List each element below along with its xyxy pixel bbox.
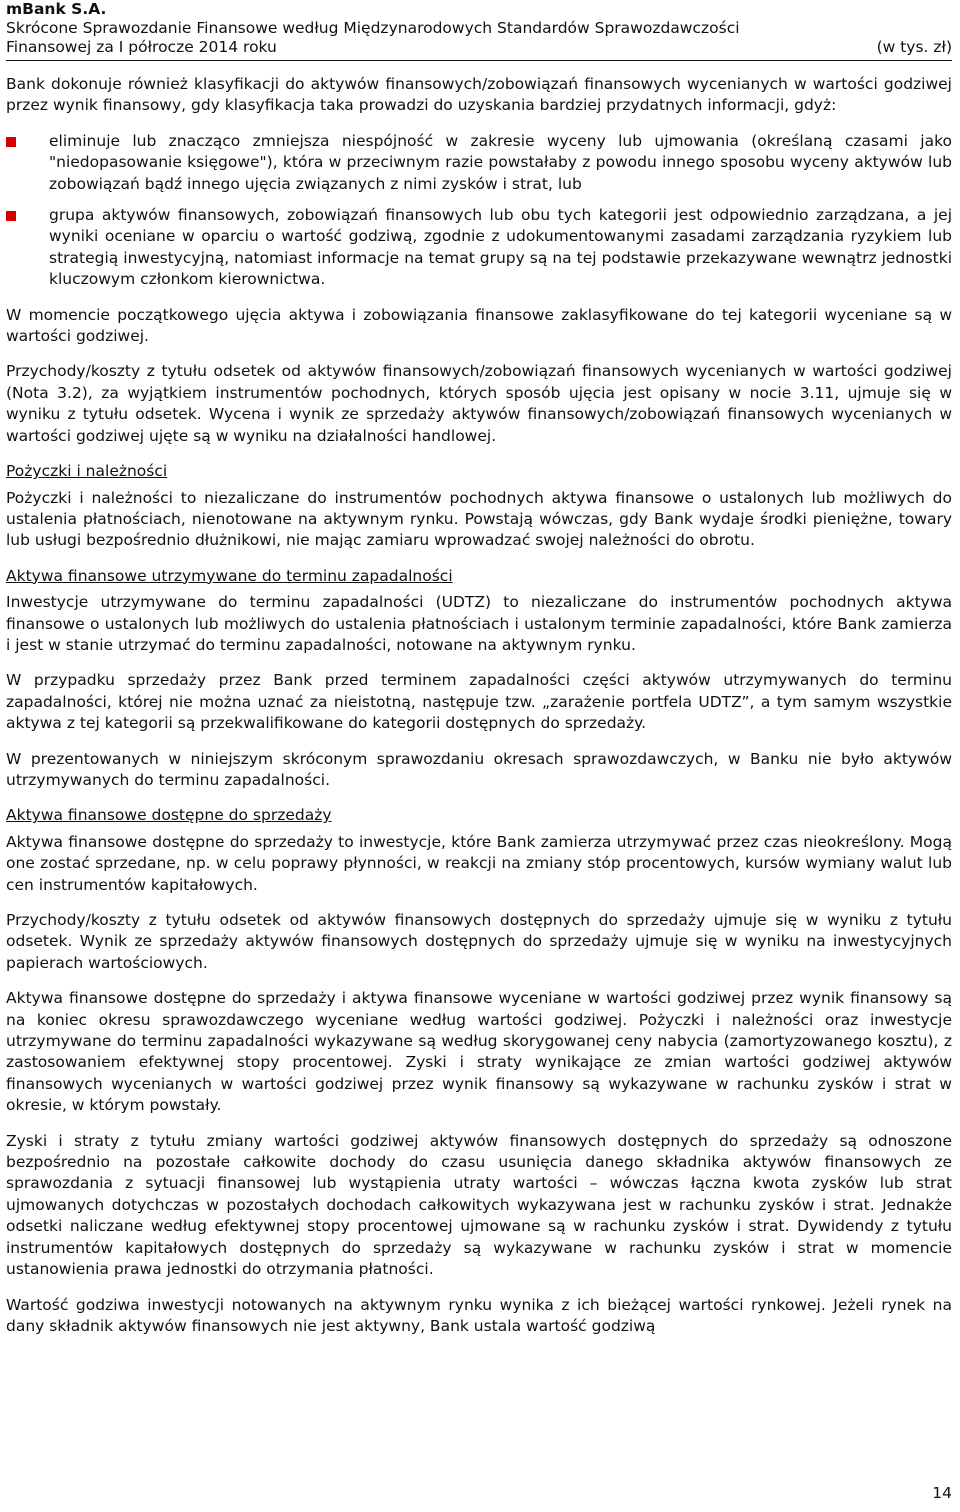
square-bullet-icon: [6, 137, 16, 147]
section-heading-held-to-maturity: Aktywa finansowe utrzymywane do terminu zapadalności: [6, 566, 453, 585]
paragraph: Wartość godziwa inwestycji notowanych na aktywnym rynku wynika z ich bieżącej wartości rynkowej. Jeżeli rynek na dany składnik aktywów finansowych nie jest aktywny, Bank ustala wartość godziwą: [6, 1295, 952, 1335]
paragraph: Pożyczki i należności to niezaliczane do instrumentów pochodnych aktywa finansowe o ustalonych lub możliwych do ustalenia płatnościach, nienotowane na aktywnym rynku. Powstają wówczas, gdy Bank wydaje środki pieniężne, towary lub usługi bezpośrednio dłużnikowi, nie mając zamiaru wprowadzać swojej należności do obrotu.: [6, 488, 952, 550]
paragraph: W prezentowanych w niniejszym skróconym sprawozdaniu okresach sprawozdawczych, w Banku nie było aktywów utrzymywanych do terminu zapadalności.: [6, 749, 952, 789]
paragraph: Zyski i straty z tytułu zmiany wartości godziwej aktywów finansowych dostępnych do sprzedaży są odnoszone bezpośrednio na pozostałe całkowite dochody do czasu usunięcia danego składnika aktywów finansowych ze sprawozdania z sytuacji finansowej lub wystąpienia utraty wartości – wówczas łączna kwota zysków lub strat ujmowanych dotychczas w pozostałych dochodach całkowitych wykazywana jest w rachunku zysków i strat. Jednakże odsetki naliczane według efektywnej stopy procentowej ujmowane są w rachunku zysków i strat. Dywidendy z tytułu instrumentów kapitałowych dostępnych do sprzedaży są wykazywane w rachunku zysków i strat w momencie ustanowienia prawa jednostki do otrzymania płatności.: [6, 1131, 952, 1279]
main-content: [6, 74, 952, 1351]
paragraph: Aktywa finansowe dostępne do sprzedaży i aktywa finansowe wyceniane w wartości godziwej przez wynik finansowy są na koniec okresu sprawozdawczego wyceniane według wartości godziwej. Pożyczki i należności oraz inwestycje utrzymywane do terminu zapadalności wykazywane są według skorygowanej ceny nabycia (zamortyzowanego kosztu), z zastosowaniem efektywnej stopy procentowej. Zyski i straty wynikające ze zmian wartości godziwej aktywów finansowych wycenianych w wartości godziwej przez wynik finansowy są wykazywane w rachunku zysków i strat w okresie, w którym powstały.: [6, 989, 952, 1115]
section-heading-loans: Pożyczki i należności: [6, 462, 168, 481]
list-item: [6, 131, 952, 195]
list-item: [6, 205, 952, 291]
square-bullet-icon: [6, 211, 16, 221]
report-period: Finansowej za I półrocze 2014 roku: [6, 38, 277, 56]
company-name: mBank S.A.: [6, 0, 107, 18]
paragraph: Aktywa finansowe dostępne do sprzedaży to inwestycje, które Bank zamierza utrzymywać przez czas nieokreślony. Mogą one zostać sprzedane, np. w celu poprawy płynności, w reakcji na zmiany stóp procentowych, kursów wymiany walut lub cen instrumentów kapitałowych.: [6, 832, 952, 894]
paragraph: Przychody/koszty z tytułu odsetek od aktywów finansowych dostępnych do sprzedaży ujmuje się w wyniku z tytułu odsetek. Wynik ze sprzedaży aktywów finansowych dostępnych do sprzedaży ujmuje się w wyniku na inwestycyjnych papierach wartościowych.: [6, 911, 952, 972]
paragraph: Przychody/koszty z tytułu odsetek od aktywów finansowych/zobowiązań finansowych wycenianych w wartości godziwej (Nota 3.2), za wyjątkiem instrumentów pochodnych, których sposób ujęcia jest opisany w nocie 3.11, ujmuje się w wyniku z tytułu odsetek. Wycena i wynik ze sprzedaży aktywów finansowych/zobowiązań finansowych wycenianych w wartości godziwej ujęte są w wyniku na działalności handlowej.: [6, 362, 952, 445]
header-divider: [6, 60, 952, 61]
list-item-text: eliminuje lub znacząco zmniejsza niespójność w zakresie wyceny lub ujmowania (określaną czasami jako "niedopasowanie księgowe"), która w przeciwnym razie powstałaby z powodu innego sposobu wyceny aktywów lub zobowiązań bądź innego ujęcia związanych z nimi zysków i strat, lub: [49, 131, 952, 193]
paragraph: W momencie początkowego ujęcia aktywa i zobowiązania finansowe zaklasyfikowane do tej kategorii wyceniane są w wartości godziwej.: [6, 305, 952, 346]
currency-unit: (w tys. zł): [876, 38, 952, 56]
section-heading-available-for-sale: Aktywa finansowe dostępne do sprzedaży: [6, 806, 332, 825]
page-number: 14: [932, 1484, 952, 1502]
paragraph: Inwestycje utrzymywane do terminu zapadalności (UDTZ) to niezaliczane do instrumentów pochodnych aktywa finansowe o ustalonych lub możliwych do ustalenia płatnościach i ustalonym terminie zapadalności, które Bank zamierza i jest w stanie utrzymać do terminu zapadalności, notowane na aktywnym rynku.: [6, 593, 952, 654]
page-header: [6, 0, 952, 57]
paragraph: W przypadku sprzedaży przez Bank przed terminem zapadalności części aktywów utrzymywanych do terminu zapadalności, której nie można uznać za nieistotną, następuje tzw. „zarażenie portfela UDTZ”, a tym samym wszystkie aktywa z tej kategorii są przekwalifikowane do kategorii dostępnych do sprzedaży.: [6, 671, 952, 733]
report-title: Skrócone Sprawozdanie Finansowe według Międzynarodowych Standardów Sprawozdawczości: [6, 19, 740, 37]
list-item-text: grupa aktywów finansowych, zobowiązań finansowych lub obu tych kategorii jest odpowiednio zarządzana, a jej wyniki oceniane w oparciu o wartość godziwą, zgodnie z udokumentowanymi zasadami zarządzania ryzykiem lub strategią inwestycyjną, natomiast informacje na temat grupy są na tej podstawie przekazywane wewnątrz jednostki kluczowym członkom kierownictwa.: [49, 206, 952, 289]
intro-paragraph: Bank dokonuje również klasyfikacji do aktywów finansowych/zobowiązań finansowych wycenianych w wartości godziwej przez wynik finansowy, gdy klasyfikacja taka prowadzi do uzyskania bardziej przydatnych informacji, gdyż:: [6, 75, 952, 115]
criteria-list: [6, 131, 952, 291]
